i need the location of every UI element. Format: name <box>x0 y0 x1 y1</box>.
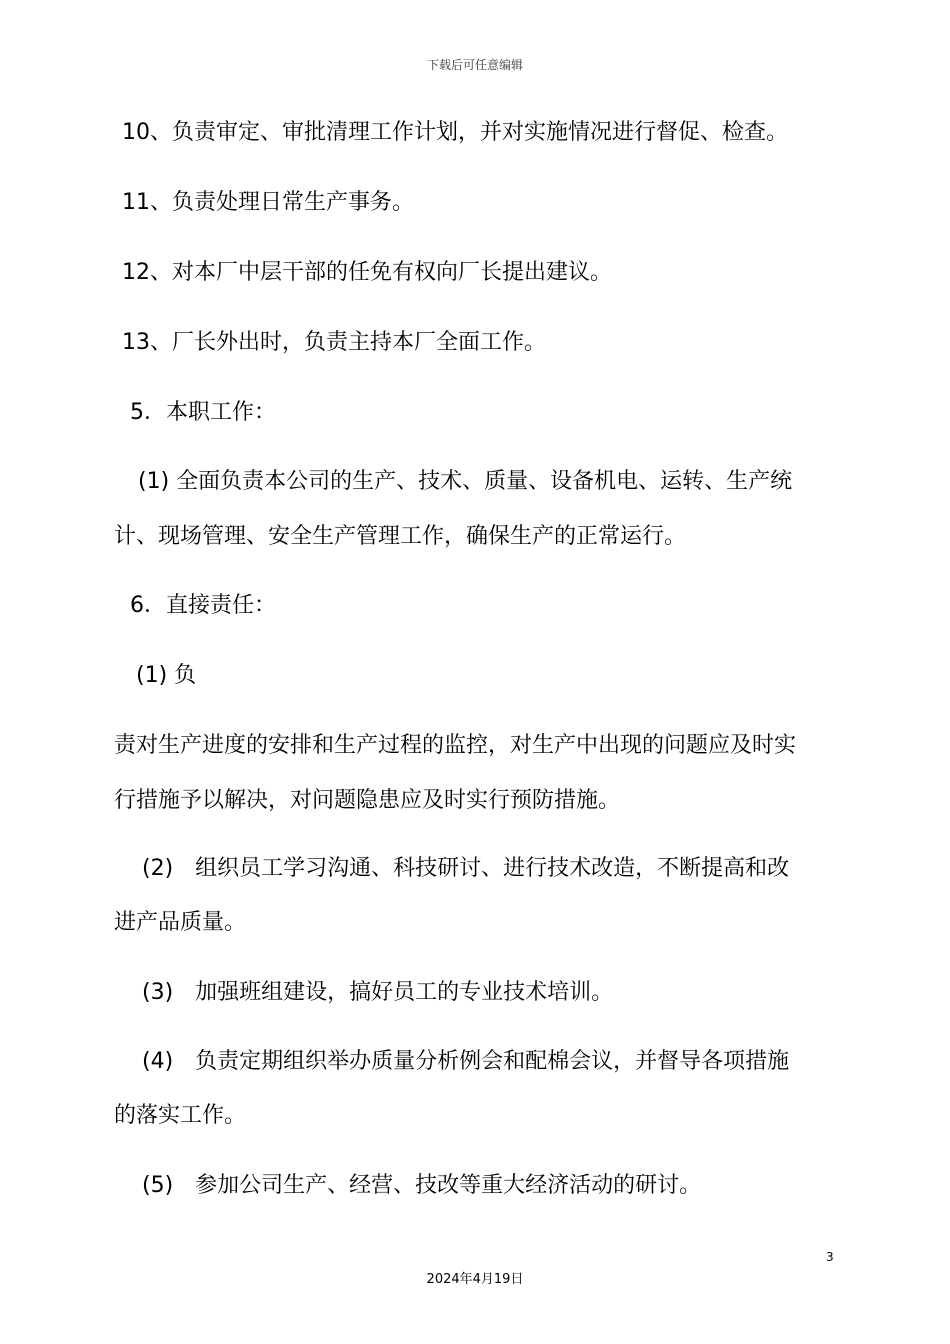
paragraph-line: (1) 负 <box>136 663 197 688</box>
paragraph-line: 12、对本厂中层干部的任免有权向厂长提出建议。 <box>122 260 612 285</box>
paragraph-line: (3) 加强班组建设，搞好员工的专业技术培训。 <box>142 980 614 1005</box>
paragraph-line: (5) 参加公司生产、经营、技改等重大经济活动的研讨。 <box>142 1173 702 1198</box>
page-number: 3 <box>826 1250 834 1264</box>
footer-date: 2024年4月19日 <box>426 1272 524 1287</box>
paragraph-line: (2) 组织员工学习沟通、科技研讨、进行技术改造，不断提高和改 <box>142 856 790 881</box>
paragraph-line: 10、负责审定、审批清理工作计划，并对实施情况进行督促、检查。 <box>122 120 788 145</box>
section-heading: 6．直接责任： <box>130 593 276 618</box>
section-heading: 5．本职工作： <box>130 400 276 425</box>
paragraph-line: 11、负责处理日常生产事务。 <box>122 190 414 215</box>
paragraph-line: (1) 全面负责本公司的生产、技术、质量、设备机电、运转、生产统 <box>138 469 793 494</box>
paragraph-line: 行措施予以解决，对问题隐患应及时实行预防措施。 <box>114 788 621 813</box>
paragraph-line: 的落实工作。 <box>114 1103 247 1128</box>
paragraph-line: 13、厂长外出时，负责主持本厂全面工作。 <box>122 330 546 355</box>
paragraph-line: (4) 负责定期组织举办质量分析例会和配棉会议，并督导各项措施 <box>142 1049 790 1074</box>
page-header: 下载后可任意编辑 <box>426 58 523 72</box>
paragraph-line: 进产品质量。 <box>114 910 247 935</box>
paragraph-line: 责对生产进度的安排和生产过程的监控，对生产中出现的问题应及时实 <box>114 733 797 758</box>
paragraph-line: 计、现场管理、安全生产管理工作，确保生产的正常运行。 <box>114 524 687 549</box>
